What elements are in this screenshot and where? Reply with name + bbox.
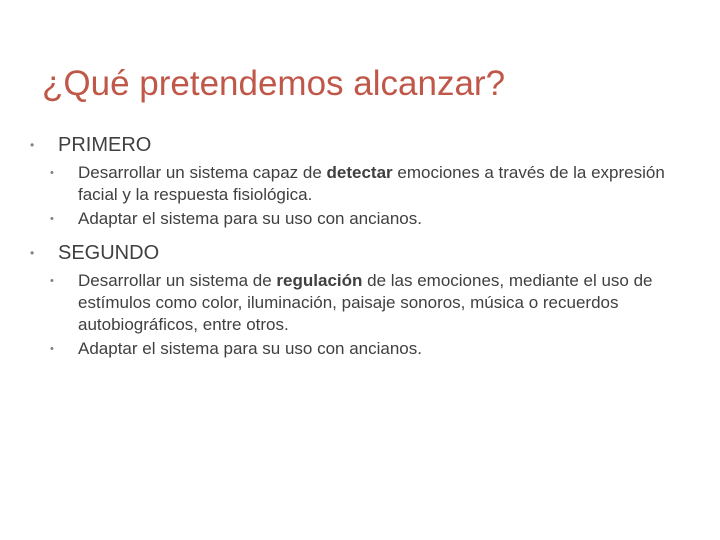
- bullet-icon: •: [50, 275, 54, 287]
- sub-list: [50, 270, 700, 360]
- section-heading-label: SEGUNDO: [58, 242, 160, 264]
- list-item: [50, 338, 700, 360]
- slide-title: ¿Qué pretendemos alcanzar?: [42, 64, 506, 103]
- sub-list: [50, 162, 700, 230]
- item-text-after: emociones a través de la expresión facial y la respuesta fisiológica.: [78, 163, 665, 204]
- bullet-icon: •: [30, 246, 35, 260]
- item-text-before: Desarrollar un sistema de: [78, 271, 277, 290]
- list-item: [50, 208, 700, 230]
- slide-content: [30, 132, 700, 370]
- item-text-after: de las emociones, mediante el uso de estímulos como color, iluminación, paisaje sonoros, música o recuerdos autobiográficos, entre otros.: [78, 271, 653, 334]
- section-heading: [30, 132, 700, 158]
- item-text-before: Adaptar el sistema para su uso con ancianos.: [78, 209, 422, 228]
- bullet-icon: •: [50, 343, 54, 355]
- section-heading: [30, 240, 700, 266]
- section-heading-label: PRIMERO: [58, 134, 152, 156]
- bullet-icon: •: [50, 167, 54, 179]
- bullet-icon: •: [50, 213, 54, 225]
- item-text-bold: detectar: [326, 163, 393, 182]
- item-text-bold: regulación: [276, 271, 363, 290]
- section-primero: [30, 132, 700, 230]
- list-item: [50, 270, 700, 336]
- bullet-icon: •: [30, 138, 35, 152]
- item-text-before: Desarrollar un sistema capaz de: [78, 163, 327, 182]
- item-text-before: Adaptar el sistema para su uso con ancianos.: [78, 339, 422, 358]
- list-item: [50, 162, 700, 206]
- section-segundo: [30, 240, 700, 360]
